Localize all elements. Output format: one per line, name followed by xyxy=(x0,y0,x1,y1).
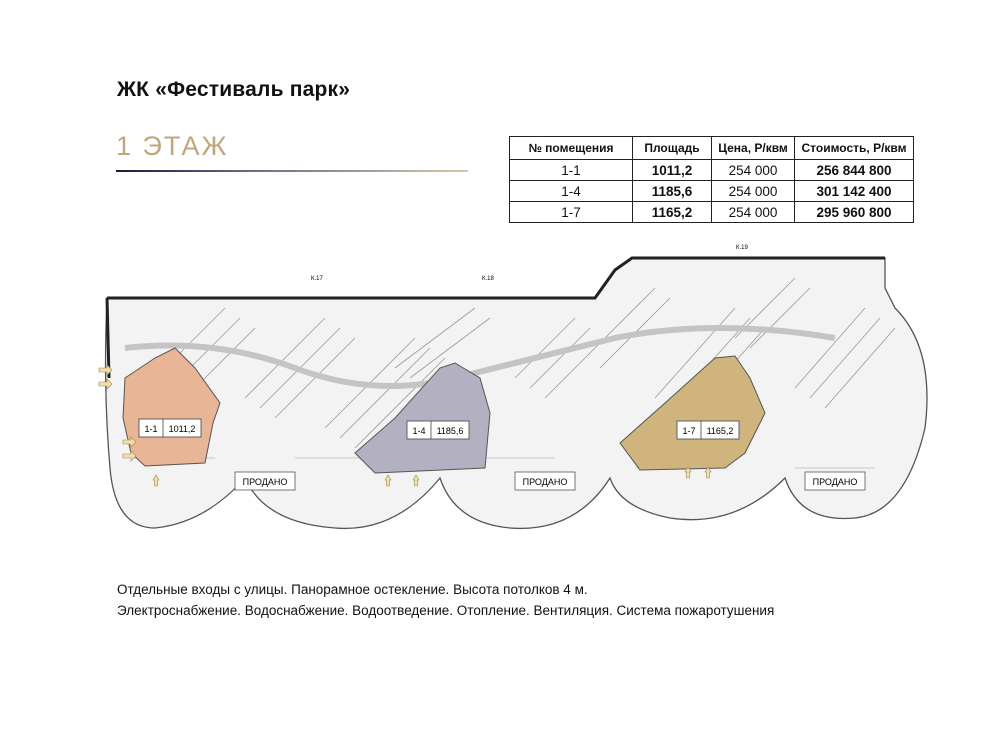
svg-text:ПРОДАНО: ПРОДАНО xyxy=(812,477,858,487)
unit-number: 1-7 xyxy=(510,202,633,223)
unit-number: 1-4 xyxy=(510,181,633,202)
table-header-row xyxy=(510,137,914,160)
floor-plan xyxy=(95,228,935,538)
unit-price: 254 000 xyxy=(712,181,795,202)
svg-text:ПРОДАНО: ПРОДАНО xyxy=(522,477,568,487)
column-header: Стоимость, Р/квм xyxy=(795,137,914,160)
unit-label-1-4 xyxy=(407,421,469,439)
unit-label-area: 1165,2 xyxy=(706,426,734,436)
unit-label-1-1 xyxy=(139,419,201,437)
unit-label-area: 1011,2 xyxy=(168,424,196,434)
sold-label xyxy=(515,472,575,490)
unit-area: 1011,2 xyxy=(633,160,712,181)
sold-label xyxy=(805,472,865,490)
column-header: № помещения xyxy=(510,137,633,160)
unit-label-id: 1-1 xyxy=(144,424,158,434)
unit-area: 1185,6 xyxy=(633,181,712,202)
column-header: Цена, Р/квм xyxy=(712,137,795,160)
unit-label-id: 1-4 xyxy=(412,426,426,436)
sold-label xyxy=(235,472,295,490)
svg-text:ПРОДАНО: ПРОДАНО xyxy=(242,477,288,487)
unit-number: 1-1 xyxy=(510,160,633,181)
column-header: Площадь xyxy=(633,137,712,160)
marker-label: К.17 xyxy=(311,276,323,282)
page-title: ЖК «Фестиваль парк» xyxy=(117,78,351,101)
unit-cost: 301 142 400 xyxy=(795,181,914,202)
unit-label-id: 1-7 xyxy=(682,426,696,436)
unit-area: 1165,2 xyxy=(633,202,712,223)
notes-line: Электроснабжение. Водоснабжение. Водоотведение. Отопление. Вентиляция. Система пожаротушения xyxy=(117,603,775,618)
table-row xyxy=(510,202,914,223)
floor-divider xyxy=(116,170,468,172)
unit-price: 254 000 xyxy=(712,160,795,181)
unit-price: 254 000 xyxy=(712,202,795,223)
marker-label: К.19 xyxy=(736,245,748,251)
table-row xyxy=(510,181,914,202)
marker-label: К.18 xyxy=(482,276,494,282)
unit-label-area: 1185,6 xyxy=(436,426,464,436)
units-table xyxy=(509,136,914,223)
table-row xyxy=(510,160,914,181)
floor-heading: 1 ЭТАЖ xyxy=(116,131,229,161)
unit-cost: 256 844 800 xyxy=(795,160,914,181)
unit-label-1-7 xyxy=(677,421,739,439)
features-notes xyxy=(117,579,774,621)
notes-line: Отдельные входы с улицы. Панорамное остекление. Высота потолков 4 м. xyxy=(117,582,588,597)
unit-cost: 295 960 800 xyxy=(795,202,914,223)
